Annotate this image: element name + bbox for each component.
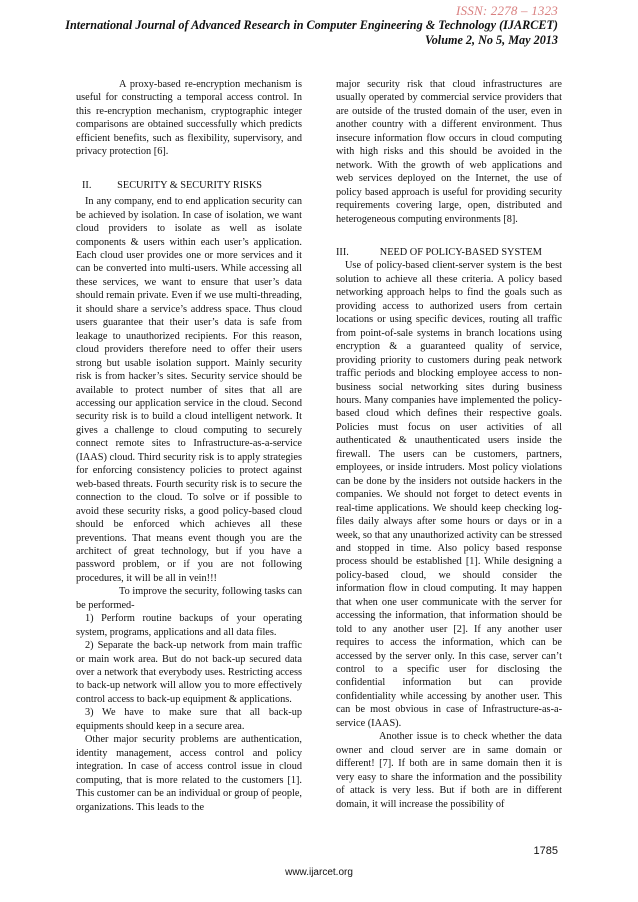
journal-header [16,18,558,48]
section-heading-2: II. SECURITY & SECURITY RISKS [82,179,263,191]
paragraph: To improve the security, following tasks can be performed- [76,586,302,611]
paragraph: Other major security problems are authentication, identity management, access control and policy integration. In case of access control issue in cloud computing, that is more related to the customers [1]. This customer can be an individual or group of people, organizations. This leads to the [76,734,302,813]
list-item: 1) Perform routine backups of your operating system, programs, applications and all data files. [76,613,302,638]
journal-title: International Journal of Advanced Research in Computer Engineering & Technology (IJARCET) [65,18,558,32]
journal-volume: Volume 2, No 5, May 2013 [424,33,558,47]
left-column [76,78,302,814]
paragraph: In any company, end to end application security can be achieved by isolation. In case of isolation, we want cloud providers to isolate as well as isolate components & users within each user’s application. Each cloud user provides one or more services and it can be converted into multi-users. While accessing all these services, we want to ensure that user’s data should remain private. Even if we use multi-threading, it should share a service’s address space. Thus cloud users guarantee that their user’s data is safe from leakage to unauthorized recipients. For this reason, cloud providers therefore need to offer their users strong but usable isolation support. Mainly security risk is from hacker’s sites. Security service should be available to protect number of sites that all are accessing our application service in the cloud. Second security risk is to build a cloud intelligent network. It gives a challenge to cloud computing to securely connect remote sites to Infrastructure-as-a-service (IAAS) cloud. Third security risk is to apply strategies for enforcing consistency policies to protect against web-based threats. Fourth security risk is to secure the connection to the cloud. To solve or if possible to avoid these security risks, a good policy-based cloud should be enforced which achieves all these preventions. That means event though you are the architect of great technology, but if you have a password problem, or if you are not following procedures, it will be all in vein!!! [76,196,302,584]
list-item: 2) Separate the back-up network from main traffic or main work area. But do not back-up secured data over a network that everybody uses. Restricting access to back-up network will allow you to more effectively control access to back-up equipment & applications. [76,640,302,705]
list-item: 3) We have to make sure that all back-up equipments should keep in a secure area. [76,707,302,732]
footer-url: www.ijarcet.org [285,867,353,878]
section-heading-3: III. NEED OF POLICY-BASED SYSTEM [336,246,542,258]
paragraph: Use of policy-based client-server system is the best solution to achieve all these criteria. A policy based networking approach helps to find the goals such as providing access to authorized users from certain locations or using specific devices, routing all traffic from point-of-sale systems in branch locations using encryption & a guaranteed quality of service, providing priority to customers during peak network traffic periods and blocking employee access to non-business social networking sites during business hours. Many companies have implemented the policy-based cloud which defines their respective goals. Policies must focus on user activities of all authenticated & unauthenticated users inside the firewall. The users can be customers, partners, employees, or inside intruders. Most policy violations can be done by the insiders not outside hackers in the companies. We should not forget to detect events in real-time applications. We should keep checking log-files daily always after some hours or days or in a week, so that any unauthorized activity can be stressed and stopped in time. Also policy based response process should be established [1]. While designing a policy-based cloud, we should consider the information flow in cloud computing. It may happen that when one user communicate with the server for accessing the information, that information should be told to any another user [2]. If any another user requires to access the information, which can be accessed by the server only. In this case, server can’t control to a specific user for disclosing the confidential information but can provide confidentiality while accessing by another user. This can be most obvious in case of Infrastructure-as-a-service (IAAS). [336,260,562,729]
issn-label: ISSN: 2278 – 1323 [456,3,558,18]
page-number: 1785 [533,845,558,857]
paragraph: A proxy-based re-encryption mechanism is useful for constructing a temporal access control. In this re-encryption mechanism, cryptographic integer comparisons are obtained successfully which predicts efficient benefits, such as flexibility, supervisory, and privacy protection [6]. [76,79,302,158]
right-column [336,78,562,811]
paragraph: major security risk that cloud infrastructures are usually operated by commercial service providers that are outside of the trusted domain of the user, even in another country with a different environment. Thus insecure information flow occurs in cloud computing with high risks and this should be avoided in the network. With the growth of web applications and web services deployed on the Internet, the use of policy based approach is useful for providing security requirements covering large, open, distributed and heterogeneous computing environments [8]. [336,79,562,225]
paragraph: Another issue is to check whether the data owner and cloud server are in same domain or different! [7]. If both are in same domain then it is very easy to share the information and the possibility of attack is very less. But if both are in different domain, it will increase the possibility of [336,731,562,810]
